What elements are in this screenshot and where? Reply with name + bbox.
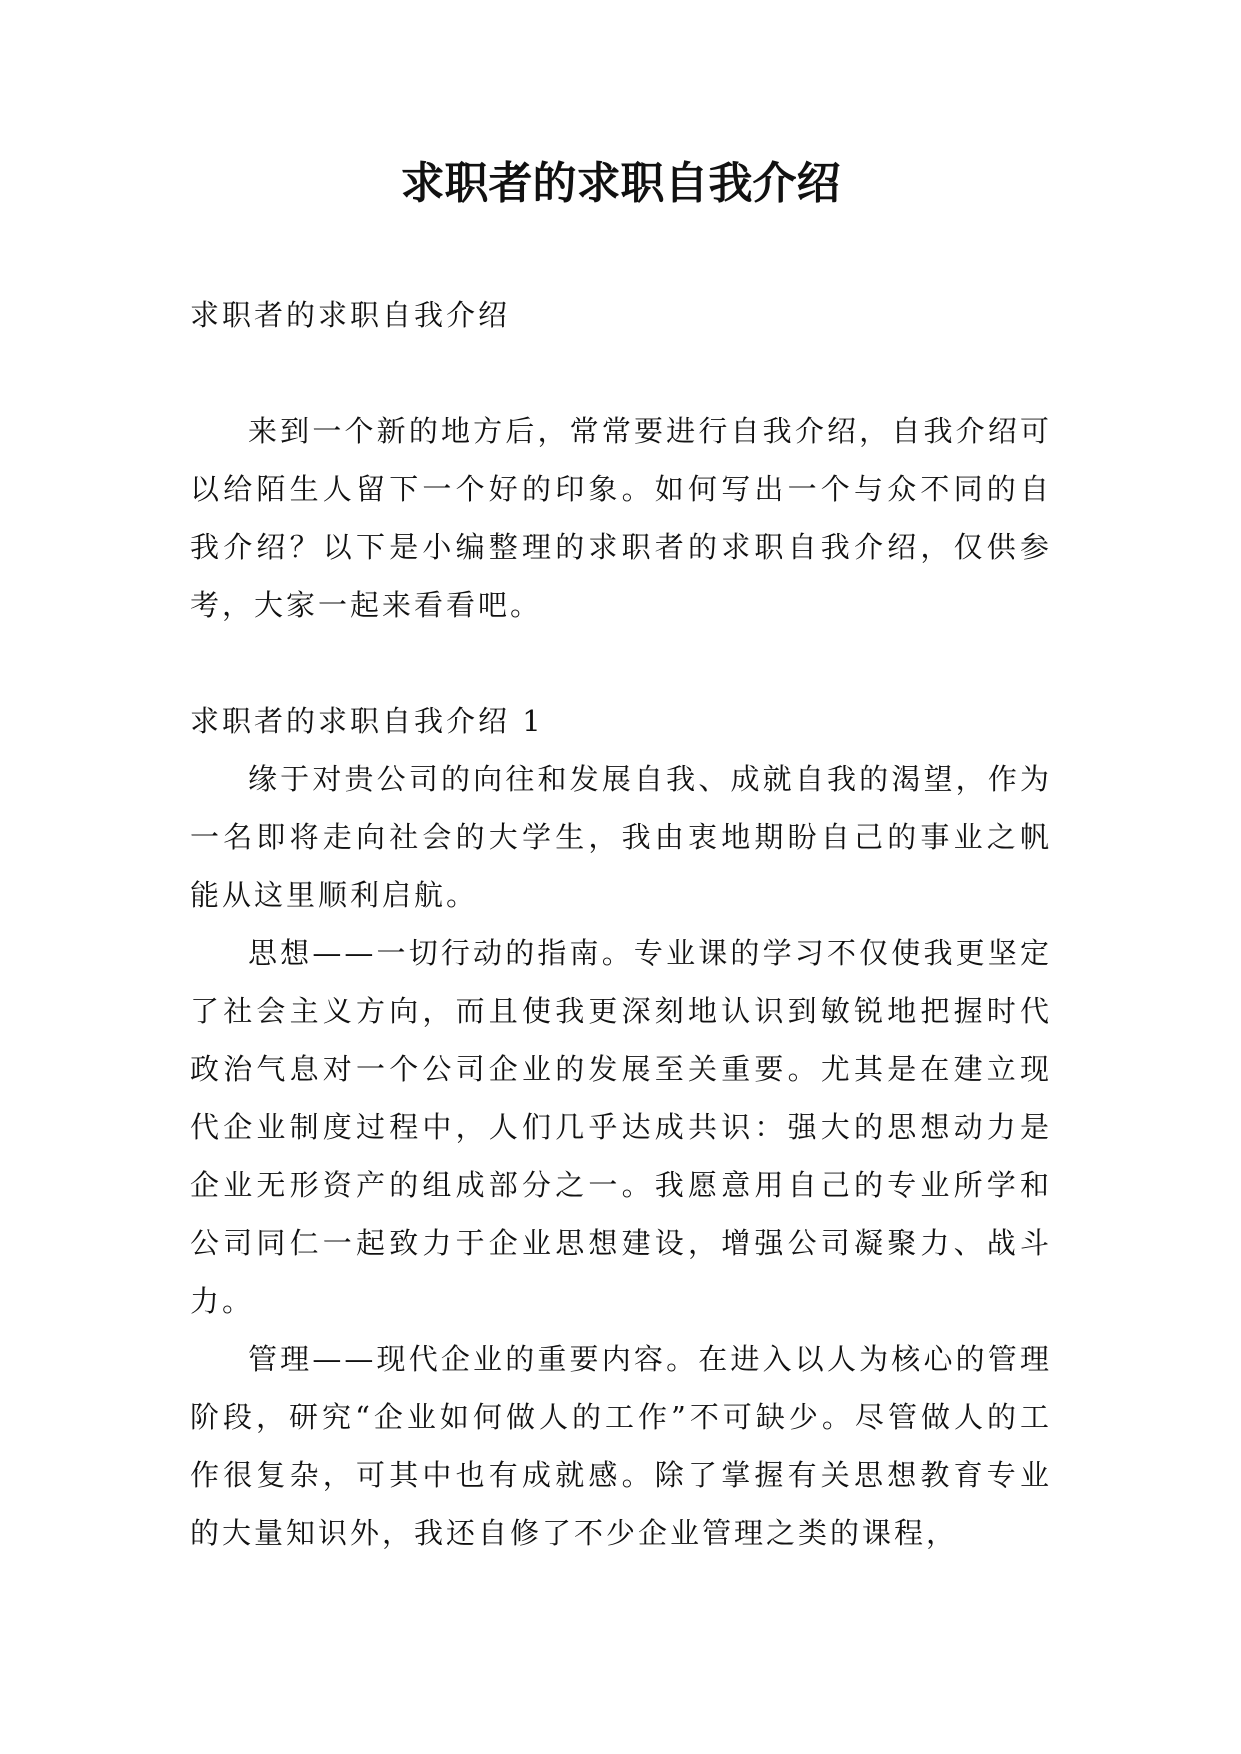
body-paragraph: 缘于对贵公司的向往和发展自我、成就自我的渴望，作为一名即将走向社会的大学生，我由衷地期盼自己的事业之帆能从这里顺利启航。 [190,762,1052,912]
document-body [190,286,1052,1562]
spacer [190,344,1052,402]
section-heading: 求职者的求职自我介绍 1 [190,704,544,738]
page-title: 求职者的求职自我介绍 [400,158,841,209]
body-paragraph: 管理——现代企业的重要内容。在进入以人为核心的管理阶段，研究“企业如何做人的工作”不可缺少。尽管做人的工作很复杂，可其中也有成就感。除了掌握有关思想教育专业的大量知识外，我还自修了不少企业管理之类的课程， [190,1342,1052,1550]
document-subtitle: 求职者的求职自我介绍 [190,298,511,332]
spacer [190,634,1052,692]
intro-paragraph: 来到一个新的地方后，常常要进行自我介绍，自我介绍可以给陌生人留下一个好的印象。如何写出一个与众不同的自我介绍？以下是小编整理的求职者的求职自我介绍，仅供参考，大家一起来看看吧。 [190,414,1052,622]
body-paragraph: 思想——一切行动的指南。专业课的学习不仅使我更坚定了社会主义方向，而且使我更深刻地认识到敏锐地把握时代政治气息对一个公司企业的发展至关重要。尤其是在建立现代企业制度过程中，人们几乎达成共识：强大的思想动力是企业无形资产的组成部分之一。我愿意用自己的专业所学和公司同仁一起致力于企业思想建设，增强公司凝聚力、战斗力。 [190,936,1052,1318]
